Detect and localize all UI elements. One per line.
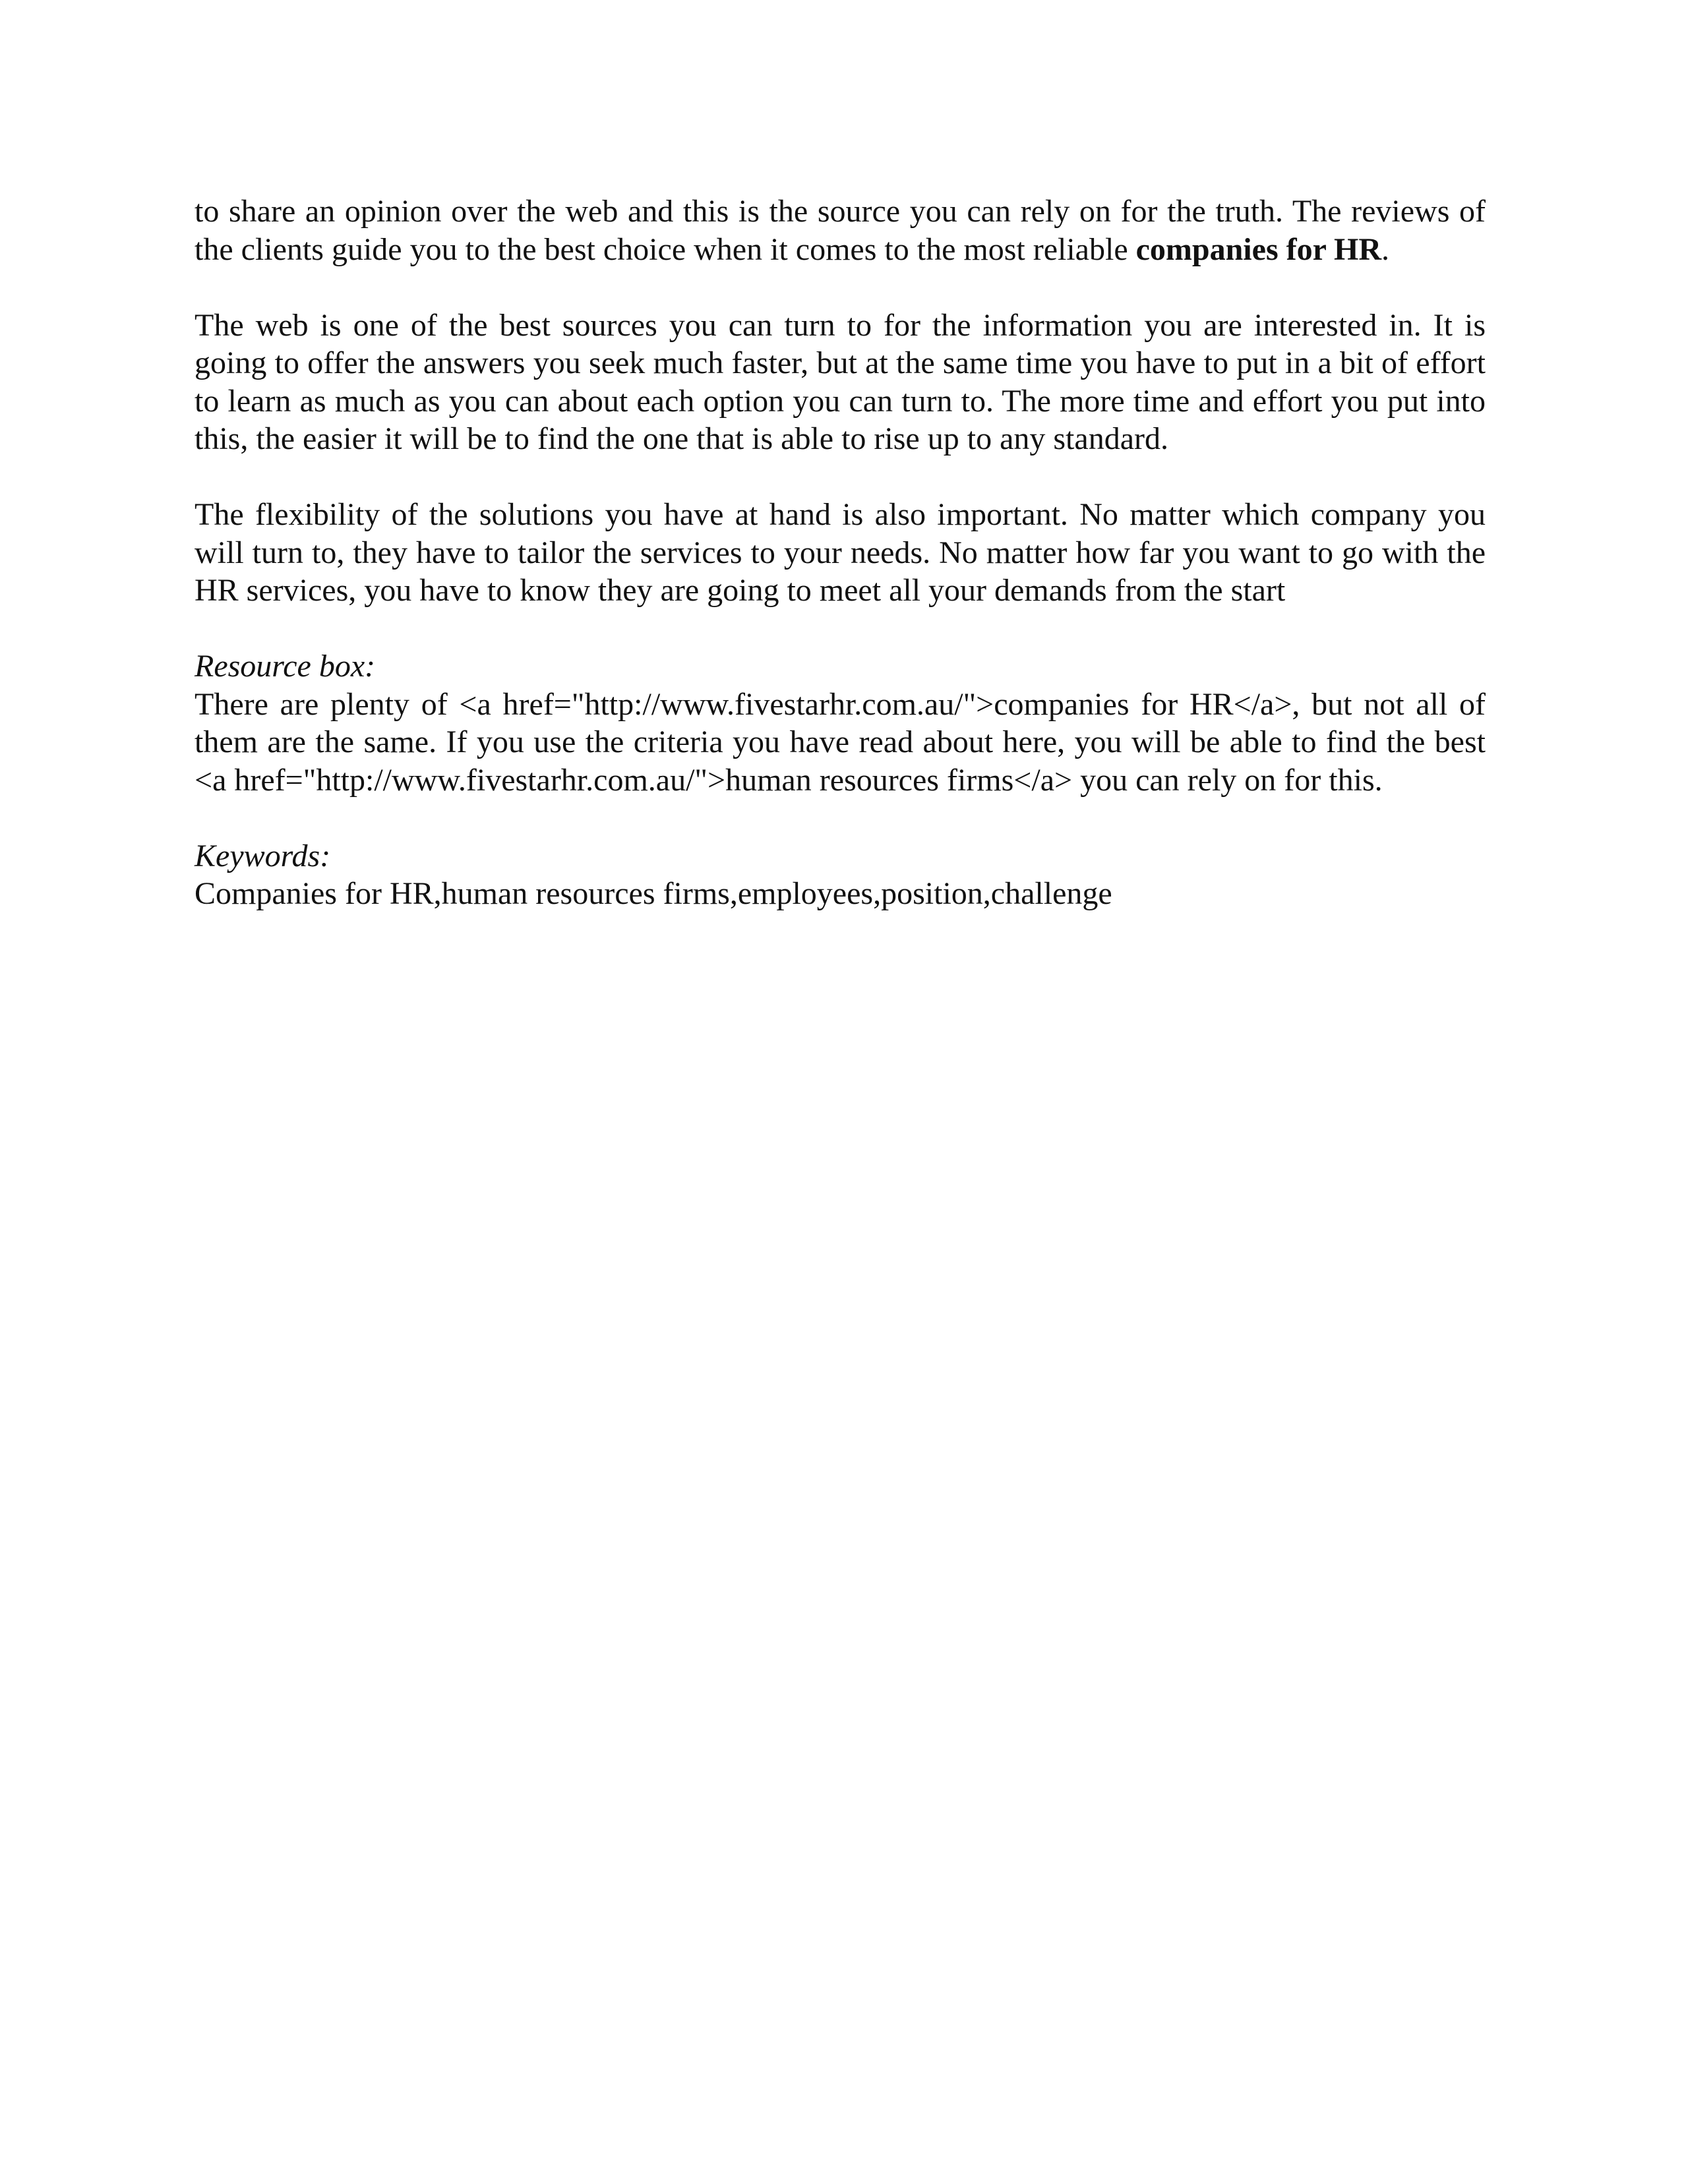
keywords-section	[195, 837, 1486, 913]
keywords-label: Keywords:	[195, 838, 331, 873]
paragraph-flexibility: The flexibility of the solutions you have at hand is also important. No matter which company you will turn to, they have to tailor the services to your needs. No matter how far you want to go with the HR services, you have to know they are going to meet all your demands from the start	[195, 497, 1486, 608]
paragraph-reviews-end: .	[1381, 231, 1390, 267]
document-body	[195, 192, 1486, 951]
bold-keyword: companies for HR	[1135, 231, 1382, 267]
resource-box	[195, 647, 1486, 799]
resource-box-text: There are plenty of <a href="http://www.fivestarhr.com.au/">companies for HR</a>, but not all of them are the same. If you use the criteria you have read about here, you will be able to find the best <a href="http://www.fivestarhr.com.au/">human resources firms</a> you can rely on for this.	[195, 686, 1486, 798]
resource-box-label: Resource box:	[195, 649, 376, 684]
paragraph-web-sources: The web is one of the best sources you can turn to for the information you are interested in. It is going to offer the answers you seek much faster, but at the same time you have to put in a bit of effort to learn as much as you can about each option you can turn to. The more time and effort you put into this, the easier it will be to find the one that is able to rise up to any standard.	[195, 307, 1486, 456]
paragraph-reviews-text: to share an opinion over the web and this is the source you can rely on for the truth. The reviews of the clients guide you to the best choice when it comes to the most reliable	[195, 194, 1486, 267]
keywords-text: Companies for HR,human resources firms,employees,position,challenge	[195, 876, 1112, 911]
paragraph-reviews	[195, 192, 1486, 268]
